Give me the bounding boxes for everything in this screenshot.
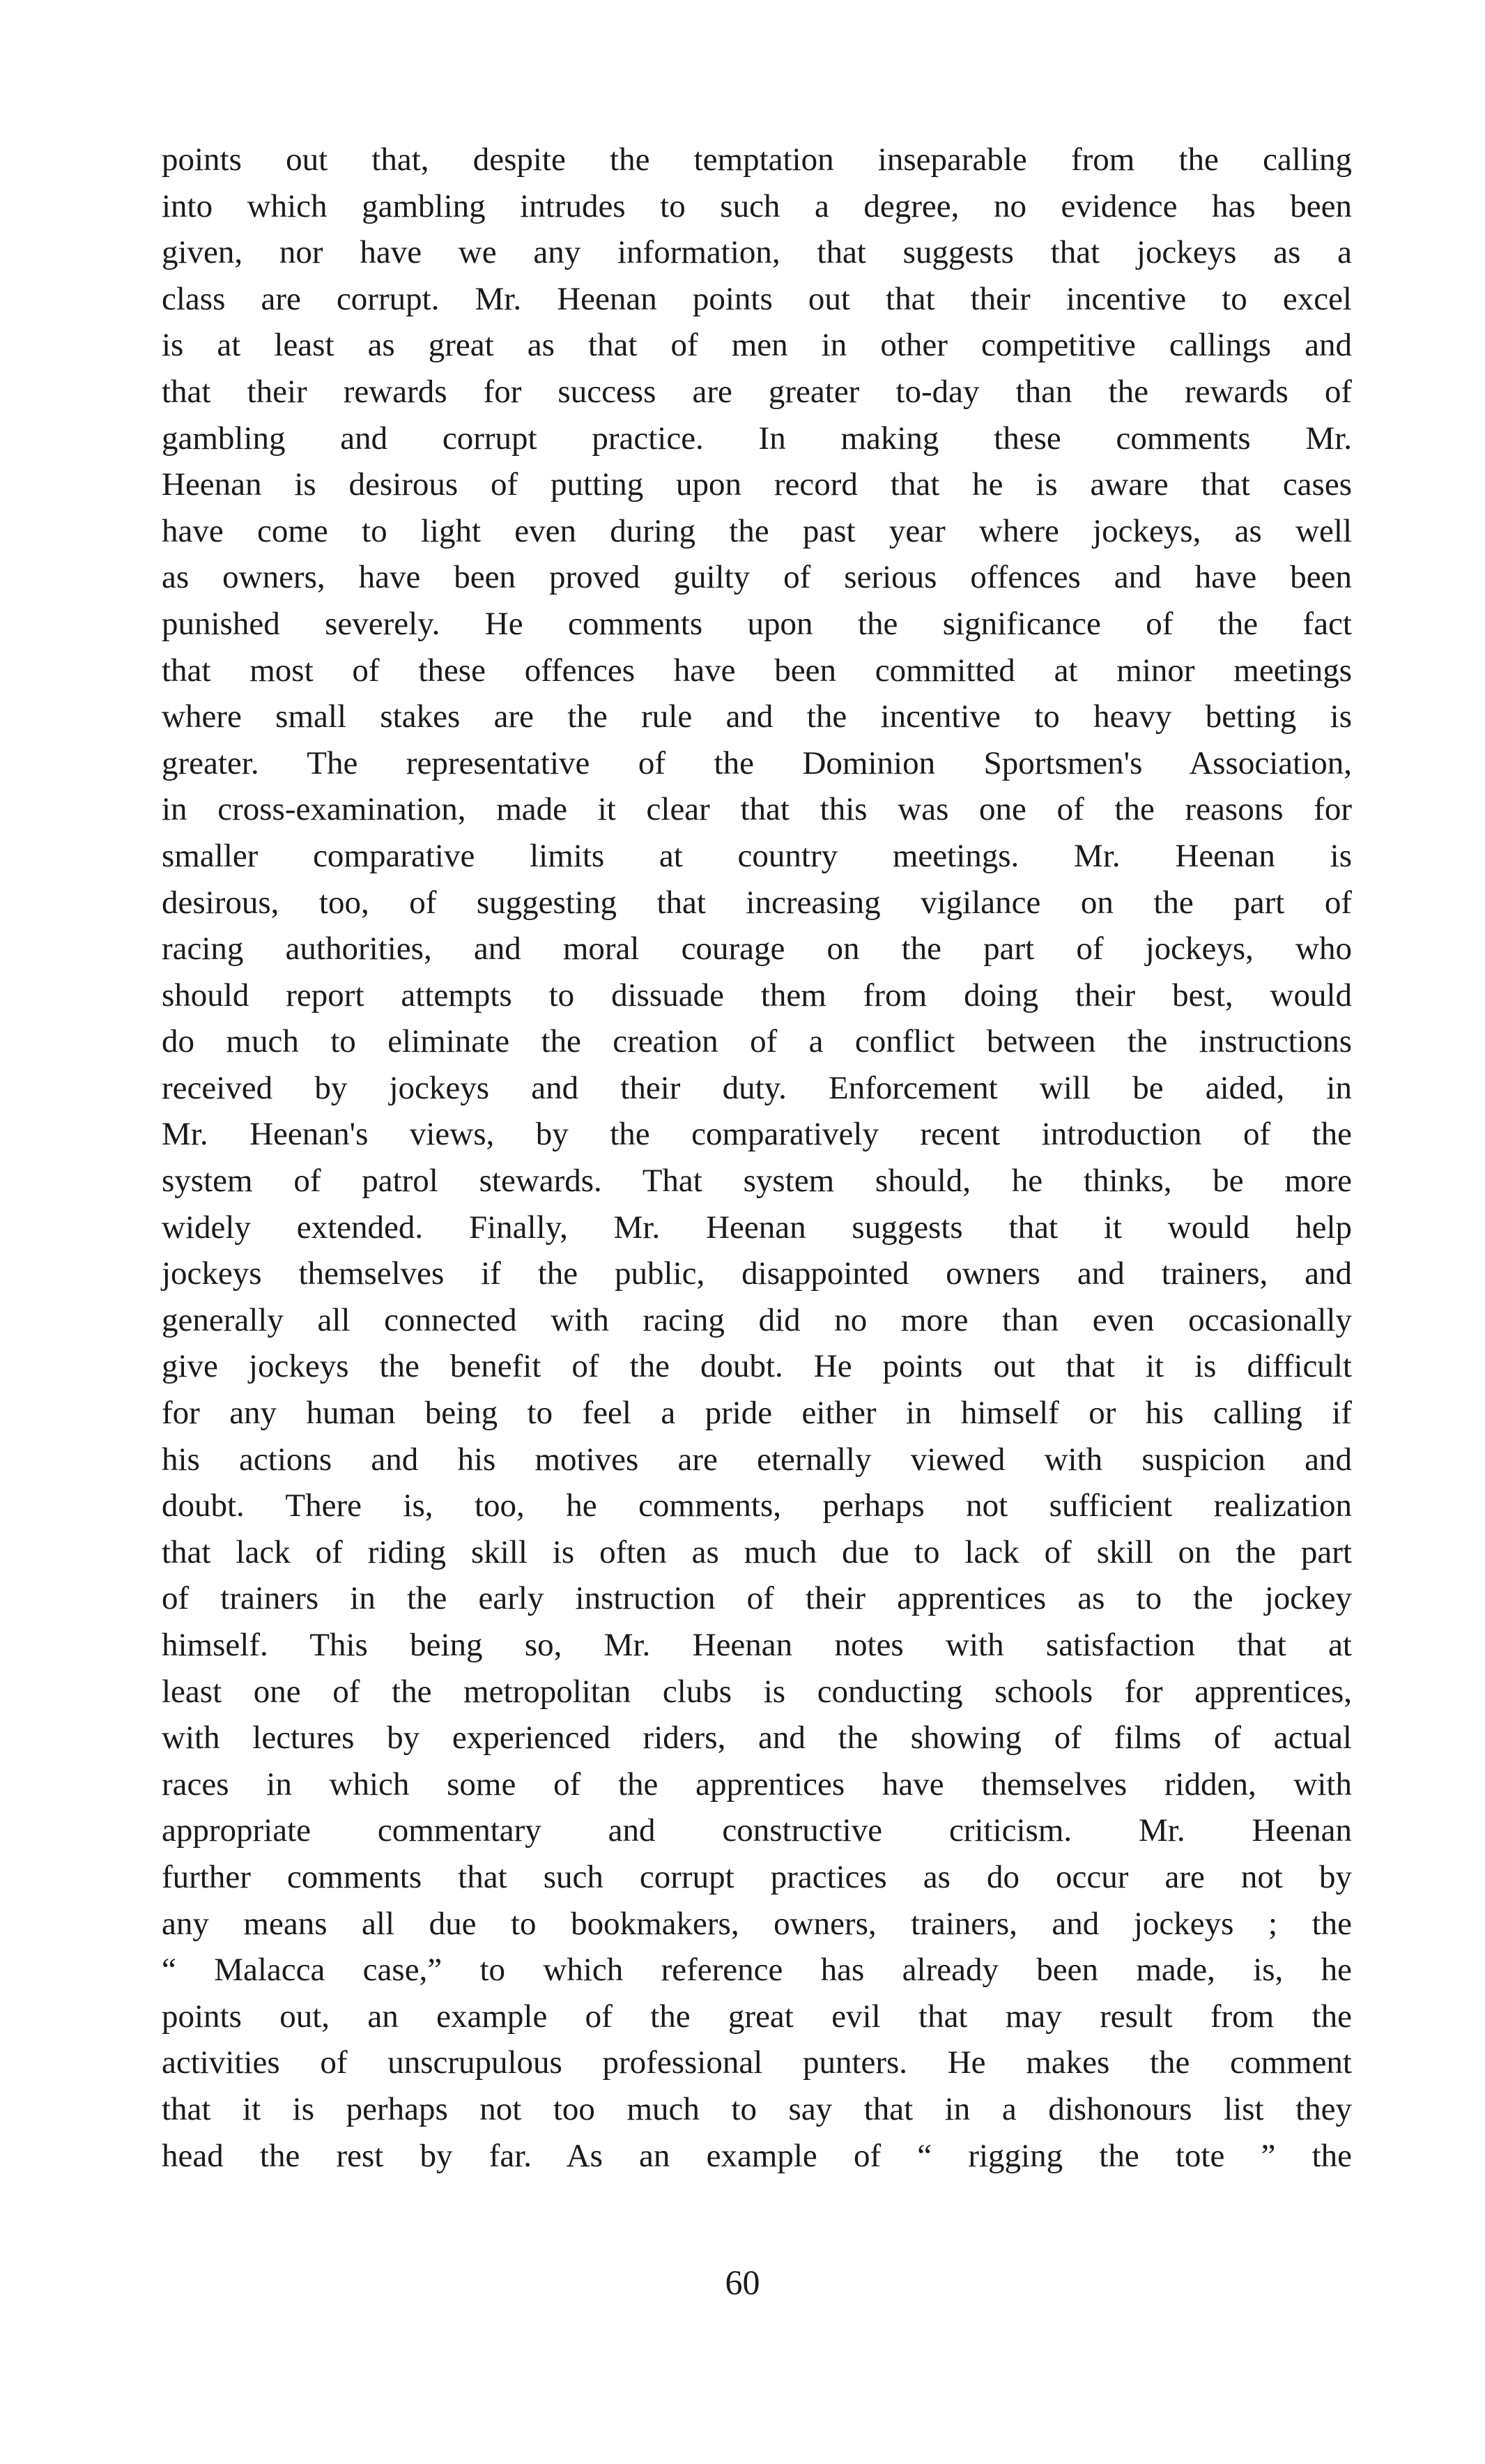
text-line: class are corrupt. Mr. Heenan points out that their incentive to excel [162,280,1352,317]
text-line: for any human being to feel a pride either in himself or his calling if [162,1395,1352,1432]
body-text [162,137,1352,2179]
text-line: do much to eliminate the creation of a conflict between the instructions [162,1023,1352,1060]
text-line: racing authorities, and moral courage on the part of jockeys, who [162,931,1352,967]
text-line: “ Malacca case,” to which reference has already been made, is, he [162,1952,1352,1989]
text-line: give jockeys the benefit of the doubt. He points out that it is difficult [162,1348,1352,1385]
text-line: smaller comparative limits at country meetings. Mr. Heenan is [162,837,1352,874]
text-line: widely extended. Finally, Mr. Heenan suggests that it would help [162,1209,1352,1246]
text-line: his actions and his motives are eternally viewed with suspicion and [162,1441,1352,1478]
text-line: of trainers in the early instruction of their apprentices as to the jockey [162,1580,1352,1617]
text-line: races in which some of the apprentices have themselves ridden, with [162,1766,1352,1803]
text-line: Heenan is desirous of putting upon record that he is aware that cases [162,466,1352,503]
text-line: gambling and corrupt practice. In making these comments Mr. [162,420,1352,457]
text-line: where small stakes are the rule and the incentive to heavy betting is [162,698,1352,735]
text-line: given, nor have we any information, that suggests that jockeys as a [162,234,1352,271]
text-line: greater. The representative of the Dominion Sportsmen's Association, [162,744,1352,781]
text-line: jockeys themselves if the public, disappointed owners and trainers, and [162,1255,1352,1292]
text-line: with lectures by experienced riders, and the showing of films of actual [162,1720,1352,1757]
text-line: that it is perhaps not too much to say that in a dishonours list they [162,2090,1352,2127]
text-line: received by jockeys and their duty. Enforcement will be aided, in [162,1069,1352,1106]
text-line: that their rewards for success are greater to-day than the rewards of [162,373,1352,410]
text-line: is at least as great as that of men in other competitive callings and [162,327,1352,364]
text-line: activities of unscrupulous professional punters. He makes the comment [162,2044,1352,2081]
text-line: appropriate commentary and constructive criticism. Mr. Heenan [162,1812,1352,1849]
text-line: desirous, too, of suggesting that increasing vigilance on the part of [162,884,1352,921]
text-line: points out that, despite the temptation inseparable from the calling [162,141,1352,178]
text-line: Mr. Heenan's views, by the comparatively recent introduction of the [162,1116,1352,1153]
text-line: should report attempts to dissuade them from doing their best, would [162,977,1352,1013]
text-line: least one of the metropolitan clubs is conducting schools for apprentices, [162,1673,1352,1710]
text-line: as owners, have been proved guilty of serious offences and have been [162,559,1352,596]
text-line: punished severely. He comments upon the significance of the fact [162,605,1352,642]
text-line: into which gambling intrudes to such a degree, no evidence has been [162,188,1352,224]
text-line: have come to light even during the past year where jockeys, as well [162,512,1352,549]
text-line: himself. This being so, Mr. Heenan notes with satisfaction that at [162,1627,1352,1663]
text-line: head the rest by far. As an example of “ rigging the tote ” the [162,2137,1352,2174]
page-number: 60 [725,2263,760,2302]
text-line: in cross-examination, made it clear that this was one of the reasons for [162,791,1352,828]
text-line: that most of these offences have been committed at minor meetings [162,652,1352,689]
text-line: that lack of riding skill is often as much due to lack of skill on the part [162,1533,1352,1570]
text-line: system of patrol stewards. That system should, he thinks, be more [162,1163,1352,1200]
text-line: doubt. There is, too, he comments, perhaps not sufficient realization [162,1487,1352,1524]
text-line: any means all due to bookmakers, owners, trainers, and jockeys ; the [162,1905,1352,1942]
text-line: further comments that such corrupt practices as do occur are not by [162,1858,1352,1895]
text-line: points out, an example of the great evil that may result from the [162,1998,1352,2035]
text-line: generally all connected with racing did no more than even occasionally [162,1301,1352,1338]
